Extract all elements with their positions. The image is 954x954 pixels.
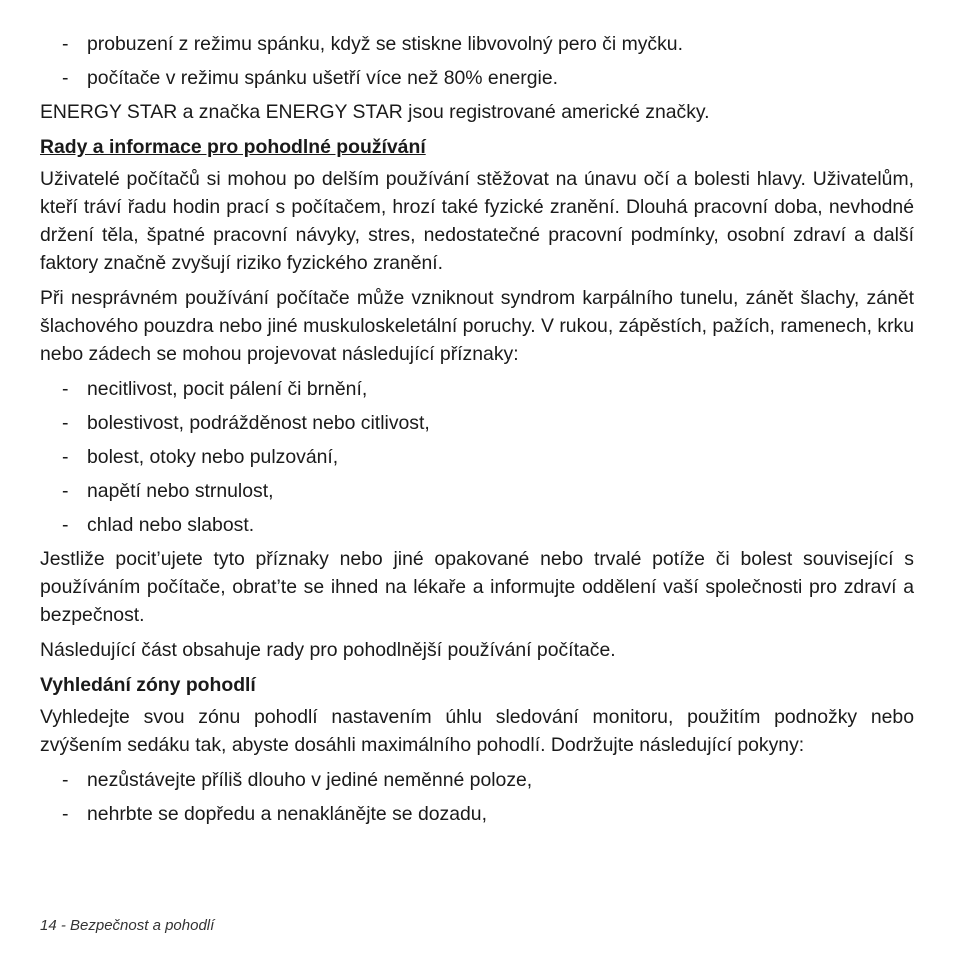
list-item-text: napětí nebo strnulost,	[87, 480, 274, 502]
list-item	[40, 477, 914, 505]
bullet-dash: -	[62, 769, 69, 791]
bullet-dash: -	[62, 480, 69, 502]
bullet-dash: -	[62, 514, 69, 536]
list-item	[40, 409, 914, 437]
paragraph-jestlize: Jestliže pocit’ujete tyto příznaky nebo jiné opakované nebo trvalé potíže či bolest související s používáním počítače, obrat’te se ihned na lékaře a informujte oddělení vaší společnosti pro zdraví a bezpečnost.	[40, 548, 914, 626]
bullet-dash: -	[62, 446, 69, 468]
list-item	[40, 30, 914, 58]
paragraph-energy-star: ENERGY STAR a značka ENERGY STAR jsou registrované americké značky.	[40, 101, 710, 123]
bullet-dash: -	[62, 33, 69, 55]
list-item-text: probuzení z režimu spánku, když se stiskne libvovolný pero či myčku.	[87, 33, 683, 55]
bullet-dash: -	[62, 803, 69, 825]
paragraph-nasledujici-cast: Následující část obsahuje rady pro pohodlnější používání počítače.	[40, 639, 616, 661]
bullet-dash: -	[62, 412, 69, 434]
bullet-dash: -	[62, 67, 69, 89]
list-item-text: bolest, otoky nebo pulzování,	[87, 446, 339, 468]
list-item	[40, 800, 914, 828]
section-heading-rady: Rady a informace pro pohodlné používání	[40, 136, 426, 158]
list-item-text: chlad nebo slabost.	[87, 514, 255, 536]
paragraph-vyhledejte: Vyhledejte svou zónu pohodlí nastavením úhlu sledování monitoru, použitím podnožky nebo zvýšením sedáku tak, abyste dosáhli maximálního pohodlí. Dodržujte následující pokyny:	[40, 706, 914, 756]
section-heading-zona: Vyhledání zóny pohodlí	[40, 674, 256, 696]
list-item	[40, 375, 914, 403]
list-item	[40, 511, 914, 539]
list-item-text: necitlivost, pocit pálení či brnění,	[87, 378, 368, 400]
page-footer: 14 - Bezpečnost a pohodlí	[40, 917, 215, 934]
list-item-text: nezůstávejte příliš dlouho v jediné neměnné poloze,	[87, 769, 533, 791]
document-page	[40, 30, 914, 834]
list-item	[40, 443, 914, 471]
list-item-text: nehrbte se dopředu a nenaklánějte se dozadu,	[87, 803, 487, 825]
list-item-text: bolestivost, podrážděnost nebo citlivost,	[87, 412, 430, 434]
bullet-dash: -	[62, 378, 69, 400]
list-item	[40, 64, 914, 92]
list-item	[40, 766, 914, 794]
paragraph-uzivatele: Uživatelé počítačů si mohou po delším používání stěžovat na únavu očí a bolesti hlavy. Uživatelům, kteří tráví řadu hodin prací s počítačem, hrozí také fyzické zranění. Dlouhá pracovní doba, nevhodné držení těla, špatné pracovní návyky, stres, nedostatečné pracovní podmínky, osobní zdraví a další faktory značně zvyšují riziko fyzického zranění.	[40, 168, 914, 274]
list-item-text: počítače v režimu spánku ušetří více než 80% energie.	[87, 67, 559, 89]
paragraph-nespravne-pouzivani: Při nesprávném používání počítače může vzniknout syndrom karpálního tunelu, zánět šlachy, zánět šlachového pouzdra nebo jiné muskuloskeletální poruchy. V rukou, zápěstích, pažích, ramenech, krku nebo zádech se mohou projevovat následující příznaky:	[40, 287, 914, 365]
